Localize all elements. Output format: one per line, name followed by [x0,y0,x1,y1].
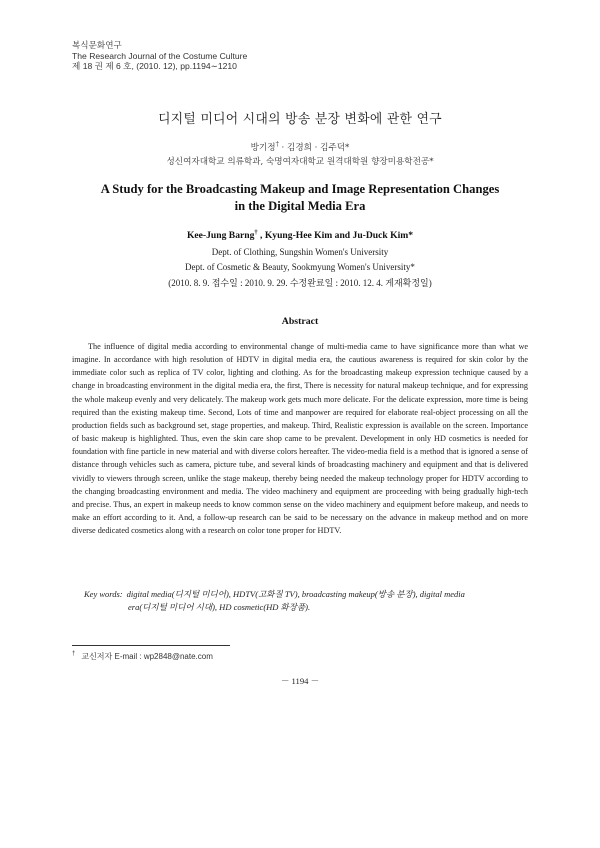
author-korean-first: 방기정 [250,143,276,153]
journal-name-english: The Research Journal of the Costume Culture [72,50,248,61]
footnote-divider [72,645,230,646]
title-korean: 디지털 미디어 시대의 방송 분장 변화에 관한 연구 [158,112,442,127]
title-english-line2: in the Digital Media Era [234,199,366,213]
corresponding-mark-english: † [254,228,258,236]
journal-name-korean: 복식문화연구 [72,40,122,50]
abstract-body: The influence of digital media according to environmental change of multi-media came to have significance more than what we imagine. In accordance with high resolution of HDTV in digital media era, the cautious awareness is required for skin color by the immediate color such as replica of TV color, lighting and clothing. As for the broadcasting makeup expression technique caused by a change in broadcasting environment in the digital media era, the first, There is necessity for natural makeup technique, and for expressing the whole makeup evenly and very delicately. The makeup work gets much more delicate. For the delicate expression, more time is being required than the existing makeup time. Second, Lots of time and manpower are required for elaborate real-object processing on all the production fields such as background set, stage properties, and makeup. Third, Realistic expression is available on the screen. Importance of basic makeup is highlighted. Thus, even the skin care shop came to be prevalent. Development in only HD cosmetics is needed for foundation with fine particle in new material and with diverse colors hereafter. The video-media field is a method that is ignored a sense of distance through vehicles such as camera, picture tube, and several kinds of broadcasting machinery and equipment and that is delivered vividly to viewers through screen, unlike the stage makeup, thereby being needed the makeup technology proper for HDTV according to the changing broadcasting environment and media. The video machinery and equipment are proceeding with being gradually high-tech and precise. Thus, an expert in makeup needs to know common sense on the video machinery and equipment before makeup, and needs to make an effort according to it. And, a follow-up research can be said to be necessary on the advance in makeup method and on more diverse dedicated cosmetics along with a research on color tone proper for HDTV. [72,342,528,536]
title-english-line1: A Study for the Broadcasting Makeup and Image Representation Changes [100,182,500,196]
keywords-text-2: era(디지털 미디어 시대), HD cosmetic(HD 화장품). [128,602,311,612]
footnote [72,651,213,662]
title-english [0,181,600,215]
keywords-label: Key words: [84,589,123,599]
journal-volume-info: 제 18 권 제 6 호, (2010. 12), pp.1194∼1210 [72,61,237,72]
affiliation-english-2: Dept. of Cosmetic & Beauty, Sookmyung Women's University* [185,262,415,272]
affiliation-english-1: Dept. of Clothing, Sungshin Women's University [211,247,389,257]
authors-korean [0,141,600,153]
keywords-block [84,588,524,614]
keywords-text-1: digital media(디지털 미디어), HDTV(고화질 TV), broadcasting makeup(방송 분장), digital media [126,589,465,599]
authors-english-rest: , Kyung-Hee Kim and Ju-Duck Kim* [257,230,414,241]
affiliation-korean: 성신여자대학교 의류학과, 숙명여자대학교 원격대학원 향장미용학전공* [166,157,434,167]
abstract-heading: Abstract [281,316,319,327]
footnote-email: 교신저자 E-mail : wp2848@nate.com [81,652,213,661]
footnote-mark: † [72,651,76,658]
corresponding-mark: † [275,140,279,149]
authors-korean-rest: · 김경희 · 김주덕* [278,143,350,153]
author-english-first: Kee-Jung Barng [186,230,255,241]
journal-header [72,40,247,72]
submission-dates: (2010. 8. 9. 접수일 : 2010. 9. 29. 수정완료일 : 2010. 12. 4. 게재확정일) [168,278,432,288]
page-number: － 1194 － [280,676,320,686]
authors-english [0,230,600,241]
keywords-line1 [84,588,524,601]
